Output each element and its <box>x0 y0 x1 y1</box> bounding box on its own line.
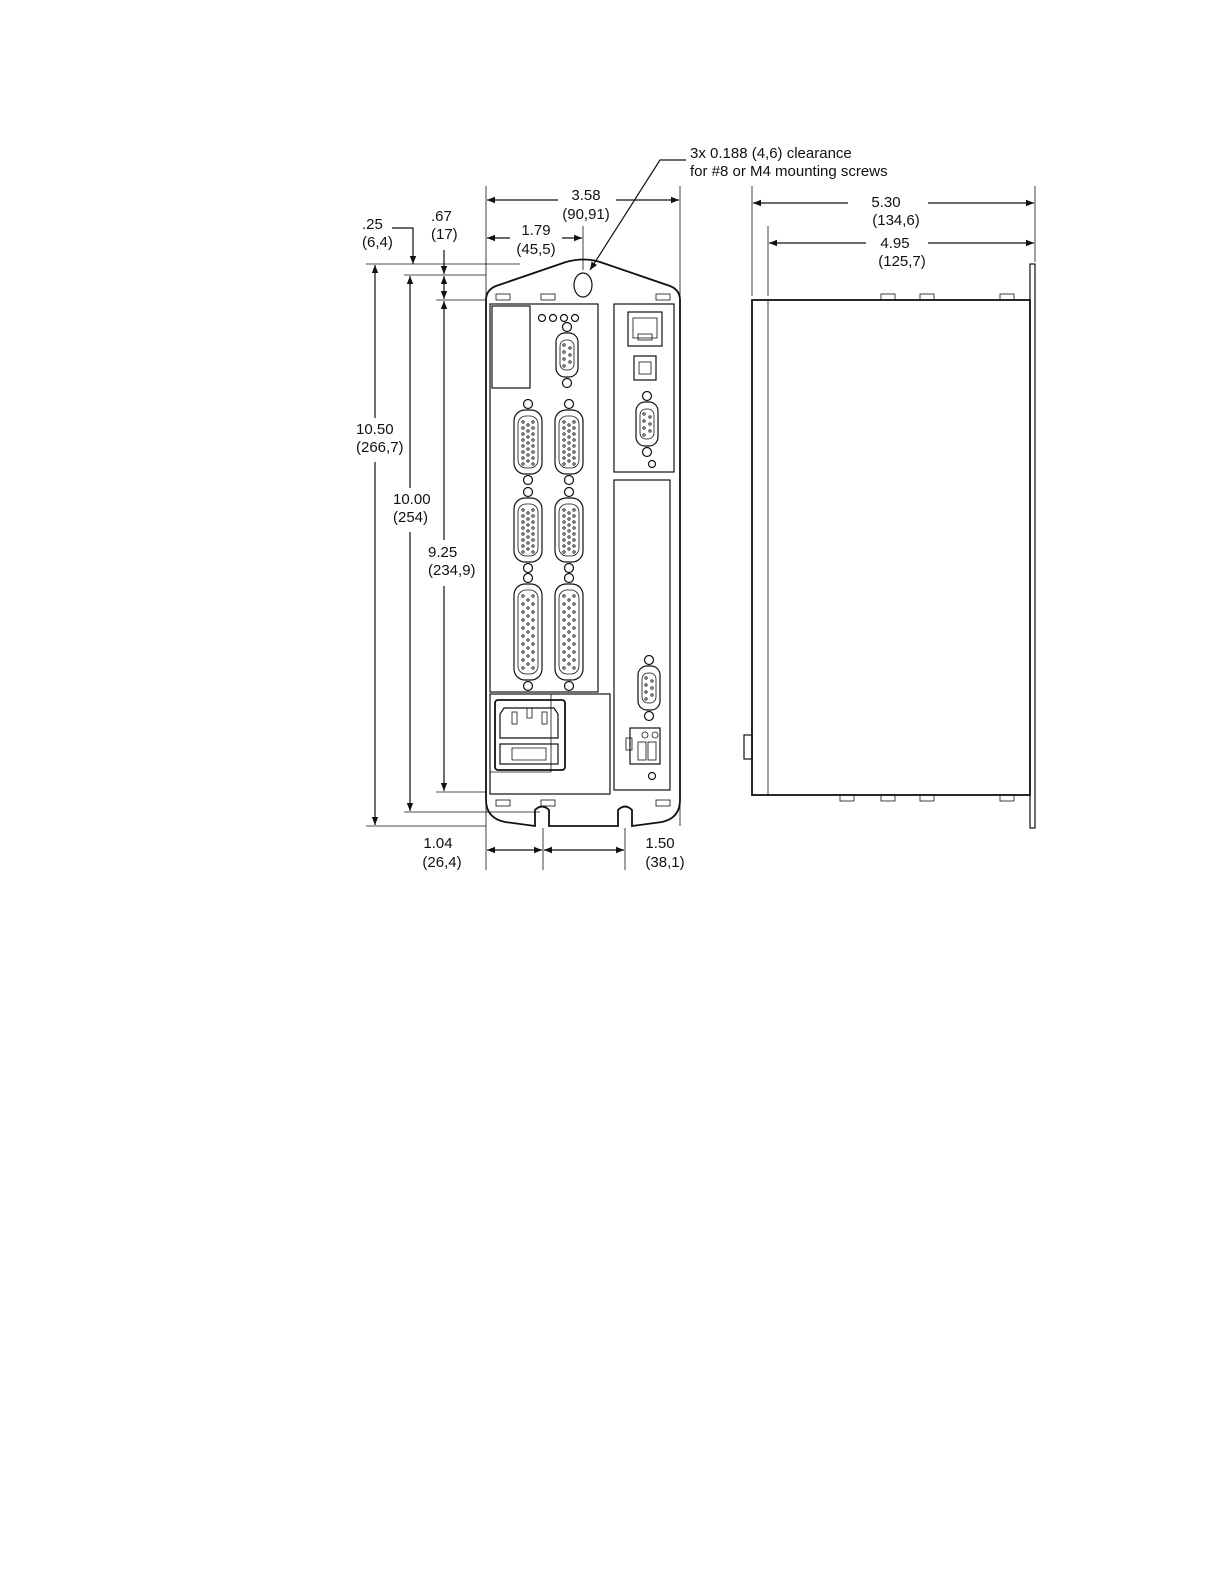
top-slot-value: .67 <box>431 208 452 225</box>
dsub-26-connector-3 <box>514 488 542 573</box>
bottom-left-value: 1.04 <box>423 835 453 852</box>
width-total-value: 3.58 <box>571 187 601 204</box>
width-half-metric: (45,5) <box>516 241 556 258</box>
label-plate <box>492 306 530 388</box>
bottom-standoffs <box>496 800 670 806</box>
bottom-left-metric: (26,4) <box>422 854 462 871</box>
dsub-9-top-connector <box>556 323 578 388</box>
height-total-value: 10.50 <box>356 421 394 438</box>
side-view <box>744 264 1035 828</box>
depth-body-value: 4.95 <box>880 235 910 252</box>
height-holes-metric: (254) <box>393 509 429 526</box>
bottom-right-metric: (38,1) <box>645 854 685 871</box>
dsub-9-right-connector <box>636 392 658 457</box>
side-view-body <box>752 300 1030 795</box>
depth-total-value: 5.30 <box>871 194 901 211</box>
terminal-block <box>626 728 660 764</box>
bottom-right-value: 1.50 <box>645 835 675 852</box>
height-body-metric: (234,9) <box>428 562 476 579</box>
height-holes-value: 10.00 <box>393 491 431 508</box>
callout-line-1: 3x 0.188 (4,6) clearance <box>690 145 852 162</box>
side-bottom-standoffs <box>840 795 1014 801</box>
top-slot-metric: (17) <box>431 226 458 243</box>
dsub-44-connector-2 <box>555 574 583 691</box>
dsub-9-lower-connector <box>638 656 660 721</box>
front-view <box>486 260 680 827</box>
dsub-26-connector-2 <box>555 400 583 485</box>
top-offset-value: .25 <box>362 216 383 233</box>
dsub-44-connector-1 <box>514 574 542 691</box>
dsub-26-connector-1 <box>514 400 542 485</box>
top-offset-metric: (6,4) <box>362 234 393 251</box>
status-leds <box>539 315 579 322</box>
dimension-lines <box>366 160 1035 870</box>
top-mounting-hole <box>574 273 592 297</box>
ethernet-port <box>628 312 662 346</box>
width-half-value: 1.79 <box>521 222 551 239</box>
right-lower-panel <box>614 480 670 790</box>
width-total-metric: (90,91) <box>562 206 610 223</box>
right-upper-panel <box>614 304 674 472</box>
height-total-metric: (266,7) <box>356 439 404 456</box>
callout-line-2: for #8 or M4 mounting screws <box>690 163 888 180</box>
depth-body-metric: (125,7) <box>878 253 926 270</box>
side-connector <box>744 735 752 759</box>
height-body-value: 9.25 <box>428 544 458 561</box>
depth-total-metric: (134,6) <box>872 212 920 229</box>
ac-power-inlet <box>495 700 565 770</box>
dimension-labels <box>356 145 926 871</box>
usb-port <box>634 356 656 380</box>
dsub-26-connector-4 <box>555 488 583 573</box>
left-connector-panel <box>490 304 598 692</box>
